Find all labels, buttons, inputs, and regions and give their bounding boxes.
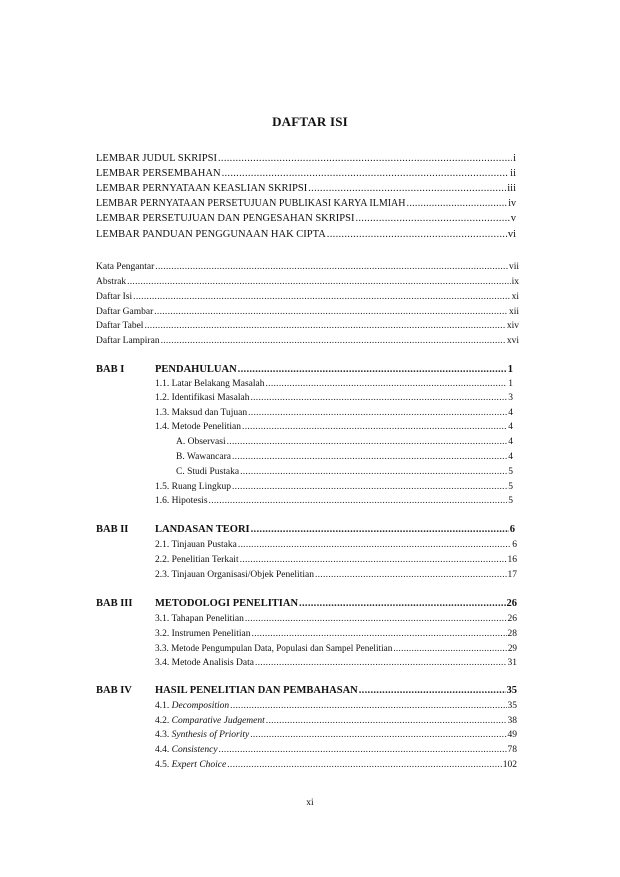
toc-entry-label: LEMBAR PERNYATAAN PERSETUJUAN PUBLIKASI KARYA ILMIAH (96, 198, 406, 209)
toc-subentry (155, 391, 513, 405)
subentry-label (155, 714, 265, 728)
toc-entry-label: Abstrak (96, 277, 127, 287)
toc-subentry (155, 420, 513, 434)
subentry-page: 26 (507, 614, 517, 624)
chapter-title: METODOLOGI PENELITIAN (155, 598, 299, 609)
dot-leader (250, 391, 507, 405)
subentry-page: 5 (508, 467, 513, 477)
toc-entry-page: xi (511, 292, 519, 302)
chapter-heading (155, 597, 517, 611)
chapter-title: PENDAHULUAN (155, 364, 237, 375)
toc-entry (96, 260, 519, 274)
toc-entry (96, 182, 516, 196)
toc-subentry (155, 480, 513, 494)
subentry-label: 2.1. Tinjauan Pustaka (155, 540, 237, 550)
subentry-page: 5 (508, 496, 513, 506)
toc-subentry (176, 435, 513, 449)
dot-leader (327, 228, 507, 242)
toc-subentry (155, 553, 517, 567)
subentry-page: 6 (512, 540, 517, 550)
toc-subentry (155, 612, 517, 626)
toc-entry-page: ii (510, 168, 516, 179)
subentry-page: 29 (507, 643, 517, 653)
subentry-number: 4.2. (155, 716, 172, 726)
toc-entry (96, 334, 519, 348)
dot-leader (315, 568, 507, 582)
dot-leader (393, 641, 507, 655)
toc-entry (96, 275, 519, 289)
subentry-italic-title: Consistency (171, 745, 218, 755)
dot-leader (238, 538, 511, 552)
subentry-label: 2.3. Tinjauan Organisasi/Objek Penelitian (155, 570, 314, 580)
dot-leader (359, 684, 506, 698)
toc-subentry (176, 465, 513, 479)
toc-entry-label: LEMBAR PERSEMBAHAN (96, 168, 221, 179)
page-title: DAFTAR ISI (272, 114, 348, 129)
toc-entry-label: LEMBAR PANDUAN PENGGUNAAN HAK CIPTA (96, 229, 326, 240)
toc-subentry (155, 406, 513, 420)
dot-leader (252, 627, 507, 641)
toc-entry-page: xiv (506, 321, 519, 331)
toc-entry (96, 197, 516, 211)
toc-entry-page: ix (511, 277, 519, 287)
dot-leader (127, 275, 511, 289)
subentry-page: 49 (507, 730, 517, 740)
chapter-heading (155, 523, 515, 537)
dot-leader (133, 290, 510, 304)
dot-leader (227, 435, 508, 449)
toc-subentry (155, 758, 517, 772)
subentry-italic-title: Decomposition (171, 701, 230, 711)
subentry-number: 4.5. (155, 760, 172, 770)
dot-leader (242, 420, 507, 434)
toc-entry (96, 290, 519, 304)
subentry-page: 102 (502, 760, 517, 770)
toc-subentry (176, 450, 513, 464)
toc-entry (96, 305, 519, 319)
toc-subentry (155, 568, 517, 582)
subentry-page: 38 (507, 716, 517, 726)
dot-leader (407, 197, 508, 211)
subentry-label: 1.1. Latar Belakang Masalah (155, 379, 265, 389)
toc-subentry (155, 656, 517, 670)
toc-entry-label: Daftar Isi (96, 292, 133, 302)
toc-entry-page: vii (508, 262, 519, 272)
toc-entry (96, 228, 516, 242)
toc-entry-page: v (510, 213, 516, 224)
subentry-page: 4 (508, 422, 513, 432)
dot-leader (227, 758, 502, 772)
toc-entry-label: Kata Pengantar (96, 262, 155, 272)
dot-leader (250, 728, 506, 742)
toc-entry (96, 152, 516, 166)
chapter-number: BAB I (96, 364, 125, 375)
subentry-label: C. Studi Pustaka (176, 467, 240, 477)
subentry-label: 1.5. Ruang Lingkup (155, 482, 231, 492)
dot-leader (245, 612, 507, 626)
dot-leader (266, 714, 507, 728)
subentry-italic-title: Comparative Judgement (171, 716, 265, 726)
subentry-label: 3.4. Metode Analisis Data (155, 658, 254, 668)
subentry-italic-title: Synthesis of Priority (171, 730, 250, 740)
toc-subentry (155, 699, 517, 713)
toc-subentry (155, 627, 517, 641)
toc-entry-label: Daftar Tabel (96, 321, 144, 331)
dot-leader (218, 152, 512, 166)
dot-leader (248, 406, 507, 420)
subentry-label: 3.1. Tahapan Penelitian (155, 614, 244, 624)
subentry-number: 4.4. (155, 745, 172, 755)
chapter-heading (155, 684, 517, 698)
subentry-page: 17 (507, 570, 517, 580)
subentry-label: 3.3. Metode Pengumpulan Data, Populasi dan Sampel Penelitian (155, 643, 393, 653)
subentry-italic-title: Expert Choice (171, 760, 227, 770)
chapter-page: 35 (506, 685, 517, 696)
dot-leader (232, 480, 507, 494)
subentry-number: 4.3. (155, 730, 172, 740)
dot-leader (265, 377, 507, 391)
dot-leader (155, 260, 508, 274)
toc-subentry (155, 377, 513, 391)
dot-leader (209, 494, 508, 508)
dot-leader (240, 553, 507, 567)
toc-subentry (155, 538, 517, 552)
toc-entry-page: vi (507, 229, 516, 240)
chapter-number: BAB II (96, 524, 129, 535)
subentry-label: 1.3. Maksud dan Tujuan (155, 408, 248, 418)
toc-entry (96, 212, 516, 226)
dot-leader (154, 305, 508, 319)
subentry-label: 1.4. Metode Penelitian (155, 422, 242, 432)
subentry-page: 4 (508, 408, 513, 418)
chapter-page: 26 (506, 598, 517, 609)
toc-entry-page: iii (507, 183, 516, 194)
subentry-label: 1.6. Hipotesis (155, 496, 208, 506)
chapter-title: LANDASAN TEORI (155, 524, 250, 535)
subentry-page: 16 (507, 555, 517, 565)
toc-subentry (155, 714, 517, 728)
dot-leader (219, 743, 507, 757)
chapter-number: BAB III (96, 598, 133, 609)
toc-subentry (155, 494, 513, 508)
dot-leader (240, 465, 507, 479)
toc-entry-page: xii (508, 307, 519, 317)
toc-entry-label: LEMBAR PERSETUJUAN DAN PENGESAHAN SKRIPSI (96, 213, 355, 224)
subentry-label: 3.2. Instrumen Penelitian (155, 629, 251, 639)
subentry-number: 4.1. (155, 701, 172, 711)
toc-entry-label: Daftar Lampiran (96, 336, 160, 346)
subentry-page: 1 (508, 379, 513, 389)
subentry-label: 2.2. Penelitian Terkait (155, 555, 239, 565)
subentry-label (155, 743, 218, 757)
chapter-heading (155, 363, 513, 377)
page-number-footer: xi (306, 798, 314, 808)
toc-entry (96, 319, 519, 333)
toc-subentry (155, 728, 517, 742)
dot-leader (355, 212, 509, 226)
dot-leader (251, 523, 509, 537)
dot-leader (308, 182, 506, 196)
dot-leader (222, 167, 510, 181)
toc-entry-page: iv (508, 198, 516, 209)
toc-entry-page: i (513, 153, 516, 164)
dot-leader (238, 363, 507, 377)
subentry-label (155, 699, 229, 713)
subentry-page: 3 (508, 393, 513, 403)
chapter-page: 6 (509, 524, 515, 535)
chapter-page: 1 (507, 364, 513, 375)
subentry-label: B. Wawancara (176, 452, 231, 462)
dot-leader (299, 597, 505, 611)
toc-entry (96, 167, 516, 181)
dot-leader (230, 699, 506, 713)
subentry-label: 1.2. Identifikasi Masalah (155, 393, 250, 403)
dot-leader (232, 450, 507, 464)
toc-subentry (155, 743, 517, 757)
subentry-page: 5 (508, 482, 513, 492)
toc-entry-page: xvi (506, 336, 519, 346)
toc-entry-label: LEMBAR JUDUL SKRIPSI (96, 153, 217, 164)
subentry-page: 35 (507, 701, 517, 711)
subentry-page: 31 (507, 658, 517, 668)
toc-entry-label: Daftar Gambar (96, 307, 154, 317)
toc-subentry (155, 641, 517, 655)
dot-leader (161, 334, 506, 348)
subentry-page: 4 (508, 437, 513, 447)
subentry-label (155, 758, 226, 772)
dot-leader (144, 319, 505, 333)
subentry-page: 28 (507, 629, 517, 639)
subentry-label (155, 728, 249, 742)
subentry-page: 78 (507, 745, 517, 755)
subentry-label: A. Observasi (176, 437, 226, 447)
chapter-number: BAB IV (96, 685, 132, 696)
dot-leader (255, 656, 507, 670)
subentry-page: 4 (508, 452, 513, 462)
chapter-title: HASIL PENELITIAN DAN PEMBAHASAN (155, 685, 358, 696)
toc-entry-label: LEMBAR PERNYATAAN KEASLIAN SKRIPSI (96, 183, 308, 194)
